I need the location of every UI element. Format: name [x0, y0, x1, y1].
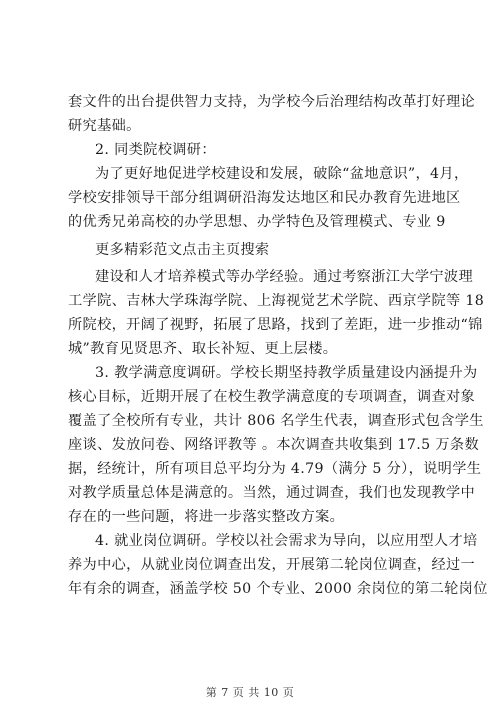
text-line: 城”教育见贤思齐、取长补短、更上层楼。	[68, 341, 338, 357]
search-promo-link[interactable]: 更多精彩范文点击主页搜索	[95, 241, 270, 258]
page-footer: 第 7 页 共 10 页	[205, 686, 295, 699]
text-line: 建设和人才培养模式等办学经验。通过考察浙江大学宁波理	[95, 269, 473, 285]
text-line: 养为中心，从就业岗位调查出发，开展第二轮岗位调查，经过一	[68, 557, 476, 573]
text-line: 存在的一些问题，将进一步落实整改方案。	[68, 509, 345, 525]
text-line: 套文件的出台提供智力支持，为学校今后治理结构改革打好理论	[68, 94, 476, 110]
text-line: 覆盖了全校所有专业，共计 806 名学生代表，调查形式包含学生	[68, 413, 484, 429]
text-line: 所院校，开阔了视野，拓展了思路，找到了差距，进一步推动“锦	[68, 317, 483, 333]
text-line: 学校安排领导干部分组调研沿海发达地区和民办教育先进地区	[68, 190, 461, 206]
text-line: 座谈、发放问卷、网络评教等 。本次调查共收集到 17.5 万条数	[68, 437, 480, 453]
section-heading: 3. 教学满意度调研。学校长期坚持教学质量建设内涵提升为	[95, 365, 478, 381]
text-line: 为了更好地促进学校建设和发展，破除“盆地意识”，4月，	[95, 166, 469, 182]
section-heading: 4. 就业岗位调研。学校以社会需求为导向，以应用型人才培	[95, 533, 478, 549]
text-line: 核心目标，近期开展了在校生教学满意度的专项调查，调查对象	[68, 389, 476, 405]
text-line: 年有余的调查，涵盖学校 50 个专业、2000 余岗位的第二轮岗位	[68, 581, 488, 597]
section-heading: 2. 同类院校调研：	[95, 142, 216, 158]
body-text	[68, 94, 488, 597]
text-line: 对教学质量总体是满意的。当然，通过调查，我们也发现教学中	[68, 485, 476, 501]
text-line: 研究基础。	[68, 118, 141, 134]
text-line: 据，经统计，所有项目总平均分为 4.79（满分 5 分），说明学生	[68, 461, 482, 477]
text-line: 工学院、吉林大学珠海学院、上海视觉艺术学院、西京学院等 18	[68, 293, 485, 309]
text-line: 的优秀兄弟高校的办学思想、办学特色及管理模式、专业 9	[68, 214, 446, 230]
